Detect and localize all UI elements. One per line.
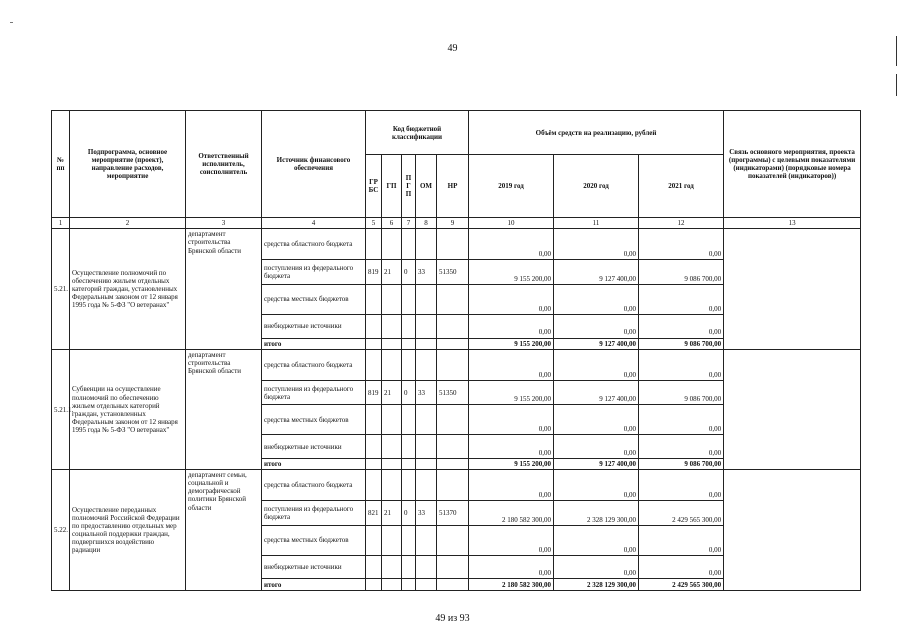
scan-speck xyxy=(10,22,13,23)
funding-source: средства областного бюджета xyxy=(262,349,366,380)
grbs-code xyxy=(366,405,382,435)
column-number: 2 xyxy=(70,218,186,229)
pgp-code xyxy=(402,229,416,260)
pgp-code: 0 xyxy=(402,501,416,526)
budget-table xyxy=(51,110,861,591)
amount-2021: 9 086 700,00 xyxy=(639,260,724,285)
amount-2021: 0,00 xyxy=(639,314,724,338)
amount-2020: 0,00 xyxy=(554,285,639,315)
amount-2019: 2 180 582 300,00 xyxy=(469,501,554,526)
total-2019: 9 155 200,00 xyxy=(469,458,554,469)
empty-code-cell xyxy=(382,338,402,349)
gp-code xyxy=(382,470,402,501)
measure-name: Осуществление переданных полномочий Российской Федерации по предоставлению отдельных мер социальной поддержки граждан, подвергшихся воздействию радиации xyxy=(70,470,186,591)
funding-source: средства местных бюджетов xyxy=(262,525,366,555)
row-number: 5.21. xyxy=(52,229,70,349)
table-row xyxy=(52,349,861,380)
amount-2021: 0,00 xyxy=(639,229,724,260)
pgp-code xyxy=(402,555,416,579)
indicator-link xyxy=(724,229,861,349)
gp-code xyxy=(382,405,402,435)
row-number: 5.21.1. xyxy=(52,349,70,469)
table-row xyxy=(52,229,861,260)
om-code xyxy=(416,405,437,435)
column-number: 5 xyxy=(366,218,382,229)
nr-code xyxy=(437,555,469,579)
amount-2019: 0,00 xyxy=(469,349,554,380)
column-number: 6 xyxy=(382,218,402,229)
funding-source: поступления из федерального бюджета xyxy=(262,501,366,526)
column-number: 10 xyxy=(469,218,554,229)
column-number-row xyxy=(52,218,861,229)
amount-2019: 0,00 xyxy=(469,405,554,435)
amount-2019: 0,00 xyxy=(469,470,554,501)
gp-code xyxy=(382,555,402,579)
scan-edge-mark xyxy=(896,36,897,66)
amount-2020: 0,00 xyxy=(554,314,639,338)
responsible-executor: департамент строительства Брянской области xyxy=(186,349,262,469)
header-nr: НР xyxy=(437,155,469,218)
amount-2021: 0,00 xyxy=(639,555,724,579)
nr-code xyxy=(437,525,469,555)
funding-source: средства местных бюджетов xyxy=(262,285,366,315)
header-year-2019: 2019 год xyxy=(469,155,554,218)
empty-code-cell xyxy=(416,458,437,469)
column-number: 12 xyxy=(639,218,724,229)
funding-source: поступления из федерального бюджета xyxy=(262,260,366,285)
amount-2020: 9 127 400,00 xyxy=(554,260,639,285)
grbs-code xyxy=(366,229,382,260)
header-number: № пп xyxy=(52,111,70,218)
pgp-code xyxy=(402,314,416,338)
gp-code: 21 xyxy=(382,260,402,285)
om-code xyxy=(416,555,437,579)
empty-code-cell xyxy=(382,458,402,469)
gp-code xyxy=(382,285,402,315)
amount-2020: 0,00 xyxy=(554,229,639,260)
pgp-code: 0 xyxy=(402,380,416,405)
column-number: 1 xyxy=(52,218,70,229)
om-code xyxy=(416,525,437,555)
nr-code xyxy=(437,405,469,435)
amount-2020: 0,00 xyxy=(554,555,639,579)
measure-name: Субвенции на осуществление полномочий по обеспечению жильем отдельных категорий граждан, установленных Федеральным законом от 12 января 1995 года № 5-ФЗ "О ветеранах" xyxy=(70,349,186,469)
total-label: итого xyxy=(262,579,366,591)
header-row xyxy=(52,111,861,155)
header-indicator-link: Связь основного мероприятия, проекта (программы) с целевыми показателями (индикаторами) (порядковые номера показателей (индикаторов)) xyxy=(724,111,861,218)
column-number: 8 xyxy=(416,218,437,229)
grbs-code: 819 xyxy=(366,260,382,285)
table-row xyxy=(52,470,861,501)
om-code xyxy=(416,314,437,338)
pgp-code xyxy=(402,405,416,435)
total-2020: 9 127 400,00 xyxy=(554,458,639,469)
measure-name: Осуществление полномочий по обеспечению жильем отдельных категорий граждан, установленных Федеральным законом от 12 января 1995 года № 5-ФЗ "О ветеранах" xyxy=(70,229,186,349)
grbs-code xyxy=(366,349,382,380)
total-2019: 2 180 582 300,00 xyxy=(469,579,554,591)
column-number: 3 xyxy=(186,218,262,229)
funding-source: внебюджетные источники xyxy=(262,555,366,579)
amount-2021: 0,00 xyxy=(639,349,724,380)
amount-2019: 0,00 xyxy=(469,314,554,338)
header-year-2020: 2020 год xyxy=(554,155,639,218)
amount-2021: 0,00 xyxy=(639,435,724,459)
amount-2020: 0,00 xyxy=(554,405,639,435)
nr-code: 51350 xyxy=(437,260,469,285)
page-number-top: 49 xyxy=(447,43,458,54)
header-gp: ГП xyxy=(382,155,402,218)
funding-source: средства областного бюджета xyxy=(262,470,366,501)
gp-code xyxy=(382,349,402,380)
grbs-code xyxy=(366,525,382,555)
header-responsible: Ответственный исполнитель, соисполнитель xyxy=(186,111,262,218)
column-number: 7 xyxy=(402,218,416,229)
pgp-code xyxy=(402,525,416,555)
om-code xyxy=(416,229,437,260)
empty-code-cell xyxy=(437,458,469,469)
funding-source: средства местных бюджетов xyxy=(262,405,366,435)
nr-code xyxy=(437,229,469,260)
amount-2020: 2 328 129 300,00 xyxy=(554,501,639,526)
header-volume: Объём средств на реализацию, рублей xyxy=(469,111,724,155)
nr-code xyxy=(437,435,469,459)
amount-2019: 0,00 xyxy=(469,525,554,555)
amount-2020: 0,00 xyxy=(554,470,639,501)
om-code xyxy=(416,470,437,501)
grbs-code: 821 xyxy=(366,501,382,526)
header-om: ОМ xyxy=(416,155,437,218)
gp-code: 21 xyxy=(382,501,402,526)
grbs-code xyxy=(366,314,382,338)
column-number: 11 xyxy=(554,218,639,229)
amount-2020: 0,00 xyxy=(554,525,639,555)
amount-2021: 0,00 xyxy=(639,285,724,315)
nr-code xyxy=(437,349,469,380)
nr-code: 51370 xyxy=(437,501,469,526)
grbs-code xyxy=(366,470,382,501)
row-number: 5.22. xyxy=(52,470,70,591)
total-2021: 9 086 700,00 xyxy=(639,338,724,349)
amount-2019: 0,00 xyxy=(469,435,554,459)
empty-code-cell xyxy=(366,458,382,469)
gp-code xyxy=(382,435,402,459)
column-number: 13 xyxy=(724,218,861,229)
empty-code-cell xyxy=(366,338,382,349)
amount-2019: 0,00 xyxy=(469,555,554,579)
amount-2019: 9 155 200,00 xyxy=(469,260,554,285)
column-number: 9 xyxy=(437,218,469,229)
funding-source: внебюджетные источники xyxy=(262,435,366,459)
indicator-link xyxy=(724,349,861,469)
total-label: итого xyxy=(262,458,366,469)
amount-2020: 0,00 xyxy=(554,435,639,459)
om-code: 33 xyxy=(416,380,437,405)
amount-2020: 9 127 400,00 xyxy=(554,380,639,405)
empty-code-cell xyxy=(366,579,382,591)
header-grbs: ГРБС xyxy=(366,155,382,218)
om-code xyxy=(416,349,437,380)
header-source: Источник финансового обеспечения xyxy=(262,111,366,218)
amount-2021: 9 086 700,00 xyxy=(639,380,724,405)
pgp-code: 0 xyxy=(402,260,416,285)
pgp-code xyxy=(402,435,416,459)
grbs-code xyxy=(366,555,382,579)
header-subprogram: Подпрограмма, основное мероприятие (проект), направление расходов, мероприятие xyxy=(70,111,186,218)
funding-source: поступления из федерального бюджета xyxy=(262,380,366,405)
om-code: 33 xyxy=(416,501,437,526)
amount-2019: 9 155 200,00 xyxy=(469,380,554,405)
empty-code-cell xyxy=(416,579,437,591)
pgp-code xyxy=(402,470,416,501)
gp-code xyxy=(382,525,402,555)
nr-code xyxy=(437,285,469,315)
om-code xyxy=(416,435,437,459)
empty-code-cell xyxy=(382,579,402,591)
amount-2021: 0,00 xyxy=(639,525,724,555)
responsible-executor: департамент семьи, социальной и демографической политики Брянской области xyxy=(186,470,262,591)
gp-code xyxy=(382,314,402,338)
total-2021: 9 086 700,00 xyxy=(639,458,724,469)
gp-code xyxy=(382,229,402,260)
pgp-code xyxy=(402,285,416,315)
funding-source: внебюджетные источники xyxy=(262,314,366,338)
nr-code xyxy=(437,314,469,338)
funding-source: средства областного бюджета xyxy=(262,229,366,260)
empty-code-cell xyxy=(402,458,416,469)
page-number-bottom: 49 из 93 xyxy=(435,613,470,624)
total-2019: 9 155 200,00 xyxy=(469,338,554,349)
amount-2021: 2 429 565 300,00 xyxy=(639,501,724,526)
grbs-code: 819 xyxy=(366,380,382,405)
amount-2019: 0,00 xyxy=(469,229,554,260)
amount-2021: 0,00 xyxy=(639,470,724,501)
pgp-code xyxy=(402,349,416,380)
grbs-code xyxy=(366,435,382,459)
total-2020: 9 127 400,00 xyxy=(554,338,639,349)
header-budget-code: Код бюджетной классификации xyxy=(366,111,469,155)
scan-edge-mark xyxy=(896,74,897,96)
amount-2021: 0,00 xyxy=(639,405,724,435)
responsible-executor: департамент строительства Брянской области xyxy=(186,229,262,349)
grbs-code xyxy=(366,285,382,315)
amount-2020: 0,00 xyxy=(554,349,639,380)
nr-code: 51350 xyxy=(437,380,469,405)
header-year-2021: 2021 год xyxy=(639,155,724,218)
nr-code xyxy=(437,470,469,501)
column-number: 4 xyxy=(262,218,366,229)
om-code xyxy=(416,285,437,315)
om-code: 33 xyxy=(416,260,437,285)
indicator-link xyxy=(724,470,861,591)
total-2020: 2 328 129 300,00 xyxy=(554,579,639,591)
total-label: итого xyxy=(262,338,366,349)
empty-code-cell xyxy=(402,579,416,591)
header-pgp: ПГП xyxy=(402,155,416,218)
total-2021: 2 429 565 300,00 xyxy=(639,579,724,591)
empty-code-cell xyxy=(416,338,437,349)
empty-code-cell xyxy=(402,338,416,349)
gp-code: 21 xyxy=(382,380,402,405)
empty-code-cell xyxy=(437,579,469,591)
amount-2019: 0,00 xyxy=(469,285,554,315)
empty-code-cell xyxy=(437,338,469,349)
